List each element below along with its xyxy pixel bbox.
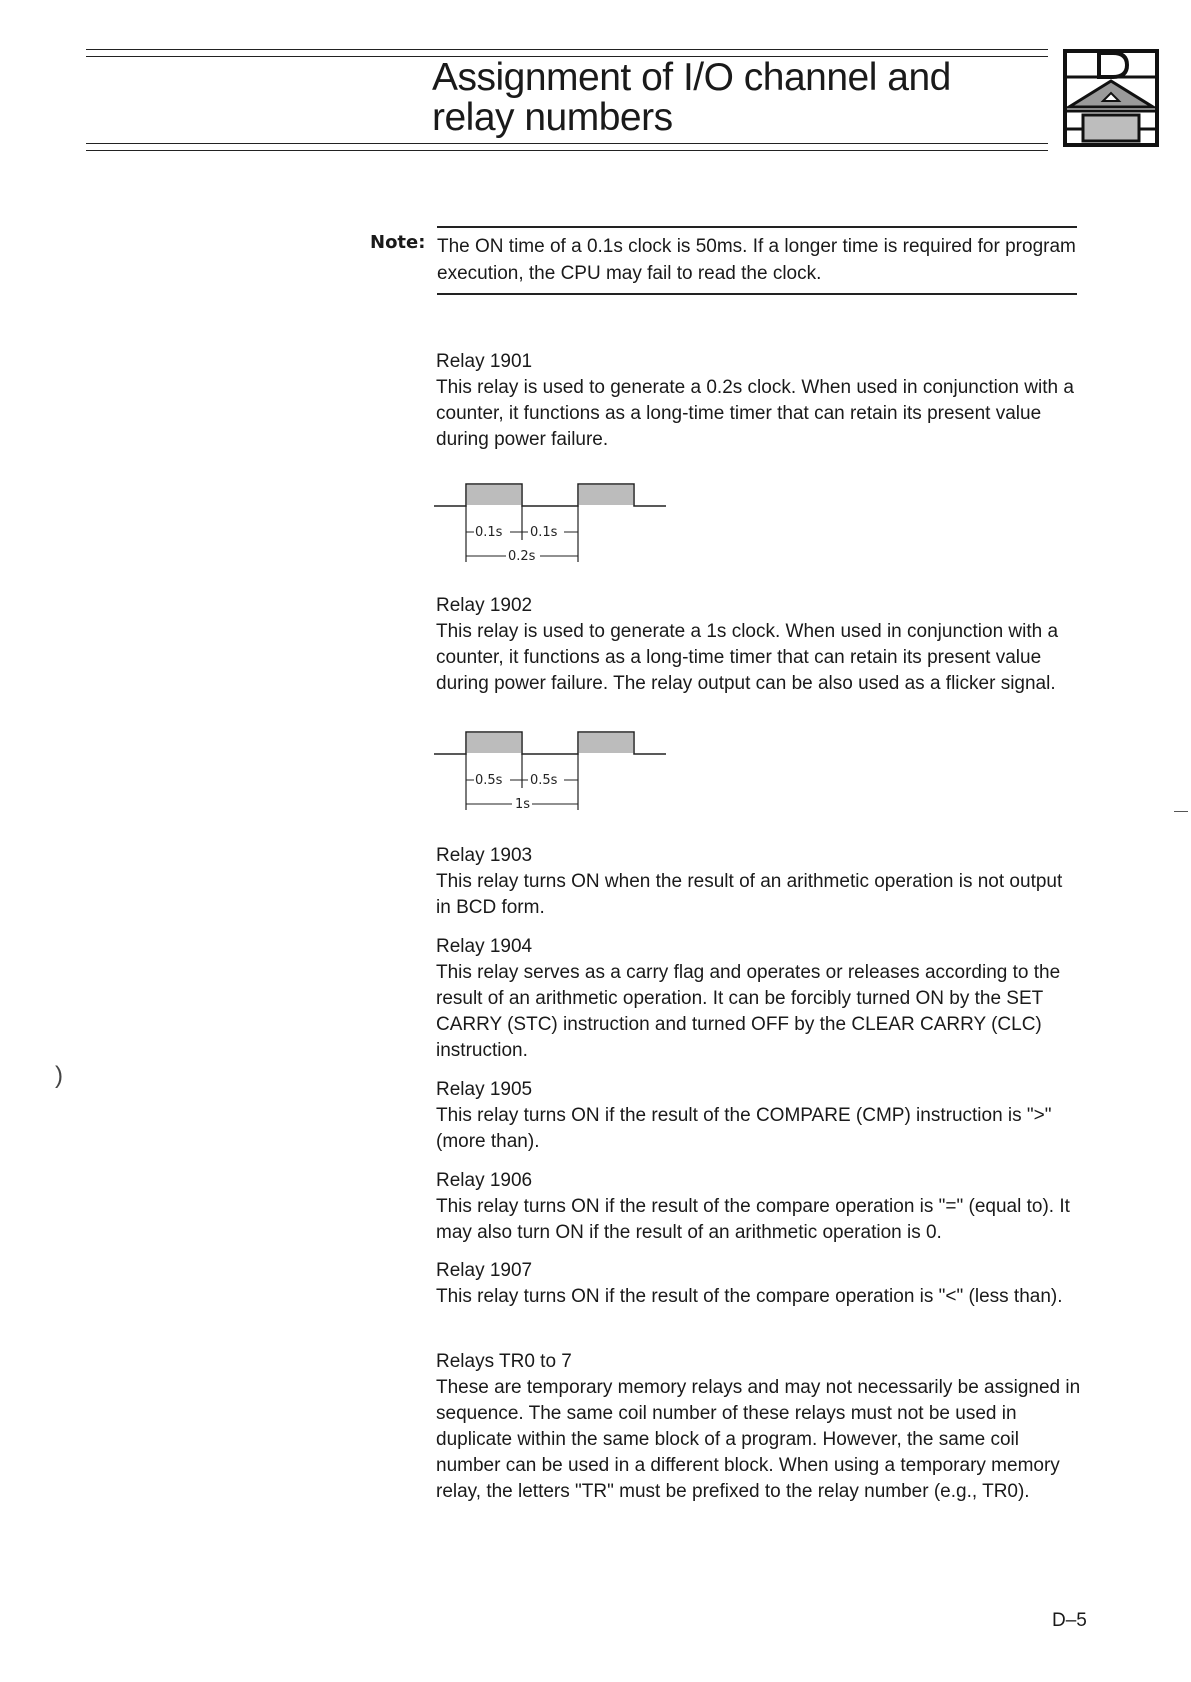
relay-heading: Relay 1906 <box>436 1170 533 1191</box>
pulse-on-2 <box>579 485 633 505</box>
section-d-logo-icon <box>1063 49 1159 147</box>
relay-1906-section <box>436 1168 1082 1246</box>
note-text: The ON time of a 0.1s clock is 50ms. If a longer time is required for program execution, the CPU may fail to read the clock. <box>437 236 1076 284</box>
off-time-label: 0.1s <box>530 525 558 540</box>
page-number: D–5 <box>1052 1610 1087 1631</box>
page-title-line-2: relay numbers <box>432 96 673 139</box>
relay-description: This relay turns ON if the result of the compare operation is "=" (equal to). It may also turn ON if the result of an arithmetic operation is 0. <box>436 1196 1070 1243</box>
relay-description: These are temporary memory relays and may not necessarily be assigned in sequence. The same coil number of these relays must not be used in duplicate within the same block of a program. However, the same coil number can be used in a different block. When using a temporary memory relay, the letters "TR" must be prefixed to the relay number (e.g., TR0). <box>436 1377 1081 1502</box>
relay-1907-section <box>436 1258 1082 1310</box>
relay-1905-section <box>436 1077 1082 1155</box>
note-box <box>437 226 1077 295</box>
relay-heading: Relay 1904 <box>436 936 533 957</box>
relay-heading: Relay 1902 <box>436 595 533 616</box>
on-time-label: 0.1s <box>475 525 503 540</box>
header-rule-bottom-1 <box>86 143 1048 144</box>
header-rule-top-1 <box>86 49 1048 50</box>
clock-timing-diagram-0-2s <box>434 476 666 572</box>
relay-heading: Relay 1903 <box>436 845 533 866</box>
note-label: Note: <box>370 232 426 253</box>
clock-timing-diagram-1s <box>434 724 666 820</box>
relay-description: This relay is used to generate a 0.2s clock. When used in conjunction with a counter, it functions as a long-time timer that can retain its present value during power failure. <box>436 377 1074 450</box>
relays-tr-section <box>436 1349 1082 1505</box>
pulse-on-1 <box>467 485 521 505</box>
relay-description: This relay turns ON when the result of an arithmetic operation is not output in BCD form. <box>436 871 1063 918</box>
relay-heading: Relays TR0 to 7 <box>436 1351 572 1372</box>
relay-heading: Relay 1901 <box>436 351 533 372</box>
pulse-on-2 <box>579 733 633 753</box>
right-margin-tick <box>1174 811 1188 812</box>
pulse-on-1 <box>467 733 521 753</box>
period-label: 0.2s <box>508 549 536 564</box>
left-margin-paren: ) <box>55 1062 63 1089</box>
relay-description: This relay turns ON if the result of the COMPARE (CMP) instruction is ">" (more than). <box>436 1105 1052 1152</box>
relay-heading: Relay 1907 <box>436 1260 533 1281</box>
relay-description: This relay turns ON if the result of the compare operation is "<" (less than). <box>436 1286 1063 1307</box>
relay-1903-section <box>436 843 1082 921</box>
period-label: 1s <box>515 797 531 812</box>
page-title <box>432 58 992 138</box>
off-time-label: 0.5s <box>530 773 558 788</box>
relay-description: This relay is used to generate a 1s clock. When used in conjunction with a counter, it functions as a long-time timer that can retain its present value during power failure. The relay output can be also used as a flicker signal. <box>436 621 1059 694</box>
relay-1901-section <box>436 349 1082 453</box>
relay-description: This relay serves as a carry flag and operates or releases according to the result of an arithmetic operation. It can be forcibly turned ON by the SET CARRY (STC) instruction and turned OFF by the CLEAR CARRY (CLC) instruction. <box>436 962 1061 1061</box>
on-time-label: 0.5s <box>475 773 503 788</box>
header-rule-bottom-2 <box>86 150 1048 151</box>
relay-1902-section <box>436 593 1082 697</box>
relay-1904-section <box>436 934 1082 1064</box>
relay-heading: Relay 1905 <box>436 1079 533 1100</box>
page-title-line-1: Assignment of I/O channel and <box>432 56 951 99</box>
